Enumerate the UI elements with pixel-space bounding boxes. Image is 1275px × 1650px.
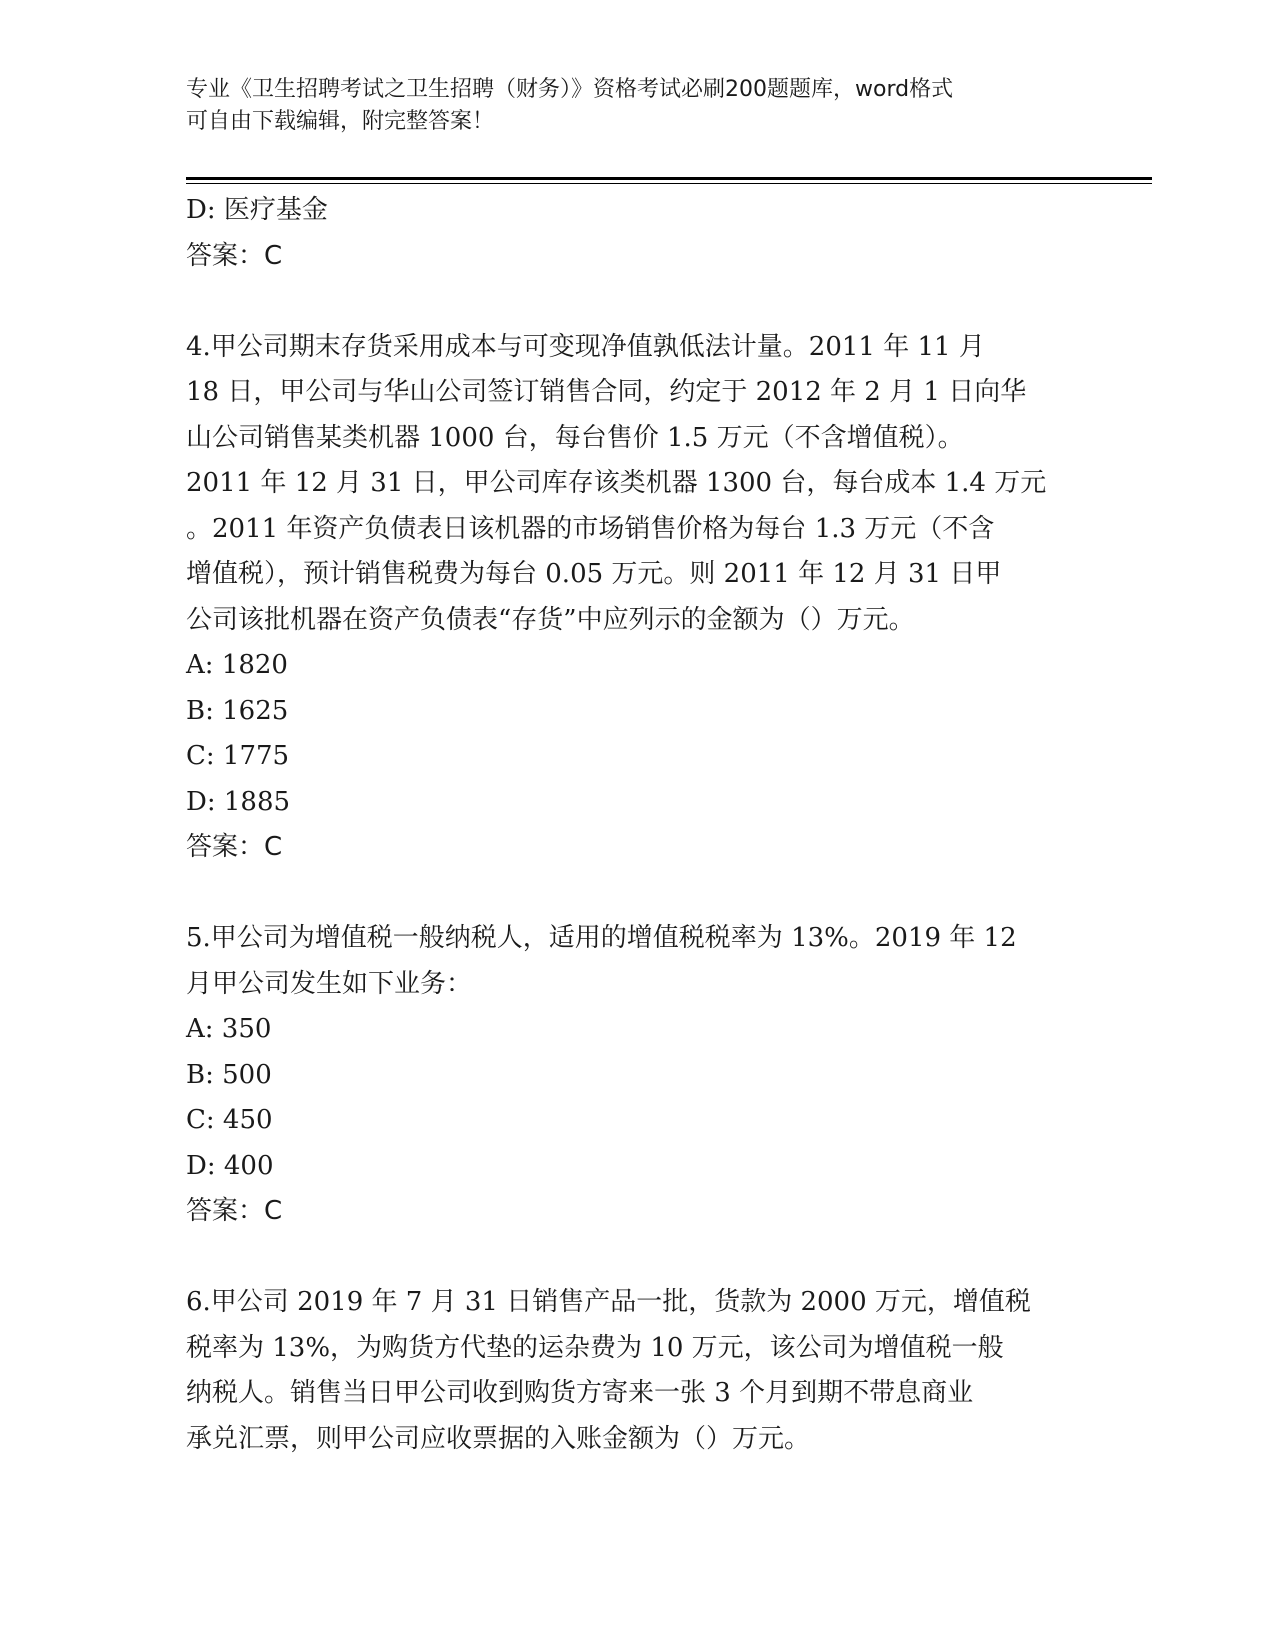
question-text-line: 4.甲公司期末存货采用成本与可变现净值孰低法计量。2011 年 11 月	[186, 331, 985, 362]
question-text-line: 山公司销售某类机器 1000 台，每台售价 1.5 万元（不含增值税）。	[186, 422, 964, 453]
option-c: C: 450	[186, 1105, 273, 1135]
question-text-line: 税率为 13%，为购货方代垫的运杂费为 10 万元，该公司为增值税一般	[186, 1332, 1004, 1363]
question-text-line: 增值税），预计销售税费为每台 0.05 万元。则 2011 年 12 月 31 日甲	[186, 559, 1002, 589]
answer: 答案：C	[186, 1196, 283, 1226]
question-text-line: 6.甲公司 2019 年 7 月 31 日销售产品一批，货款为 2000 万元，增值税	[186, 1287, 1031, 1317]
option-d: D: 医疗基金	[186, 195, 328, 225]
spacer	[186, 871, 1086, 917]
question-text-line: 公司该批机器在资产负债表“存货”中应列示的金额为（）万元。	[186, 604, 915, 635]
header-line-1: 专业《卫生招聘考试之卫生招聘（财务）》资格考试必刷200题题库，word格式	[186, 77, 954, 102]
spacer	[186, 279, 1086, 325]
question-text-line: 。2011 年资产负债表日该机器的市场销售价格为每台 1.3 万元（不含	[186, 513, 995, 544]
question-3-tail	[186, 188, 1086, 279]
option-b: B: 500	[186, 1059, 272, 1090]
question-text-line: 纳税人。销售当日甲公司收到购货方寄来一张 3 个月到期不带息商业	[186, 1378, 974, 1408]
spacer	[186, 1235, 1086, 1281]
option-d: D: 400	[186, 1150, 274, 1181]
answer: 答案：C	[186, 240, 283, 271]
option-b: B: 1625	[186, 695, 289, 726]
option-d: D: 1885	[186, 786, 291, 817]
option-a: A: 1820	[186, 650, 288, 680]
option-c: C: 1775	[186, 741, 290, 771]
question-6	[186, 1280, 1086, 1462]
page-header	[186, 74, 1086, 138]
answer: 答案：C	[186, 832, 283, 862]
question-text-line: 18 日，甲公司与华山公司签订销售合同，约定于 2012 年 2 月 1 日向华	[186, 377, 1027, 407]
document-body	[186, 188, 1086, 1462]
question-4	[186, 325, 1086, 871]
option-a: A: 350	[186, 1014, 272, 1044]
question-5	[186, 916, 1086, 1235]
header-rule-thin	[186, 183, 1152, 184]
question-text-line: 承兑汇票，则甲公司应收票据的入账金额为（）万元。	[186, 1423, 811, 1454]
question-text-line: 2011 年 12 月 31 日，甲公司库存该类机器 1300 台，每台成本 1.4 万元	[186, 468, 1047, 498]
question-text-line: 5.甲公司为增值税一般纳税人，适用的增值税税率为 13%。2019 年 12	[186, 923, 1017, 953]
header-rule-thick	[186, 177, 1152, 180]
question-text-line: 月甲公司发生如下业务：	[186, 968, 473, 999]
header-line-2: 可自由下载编辑，附完整答案！	[186, 109, 495, 134]
